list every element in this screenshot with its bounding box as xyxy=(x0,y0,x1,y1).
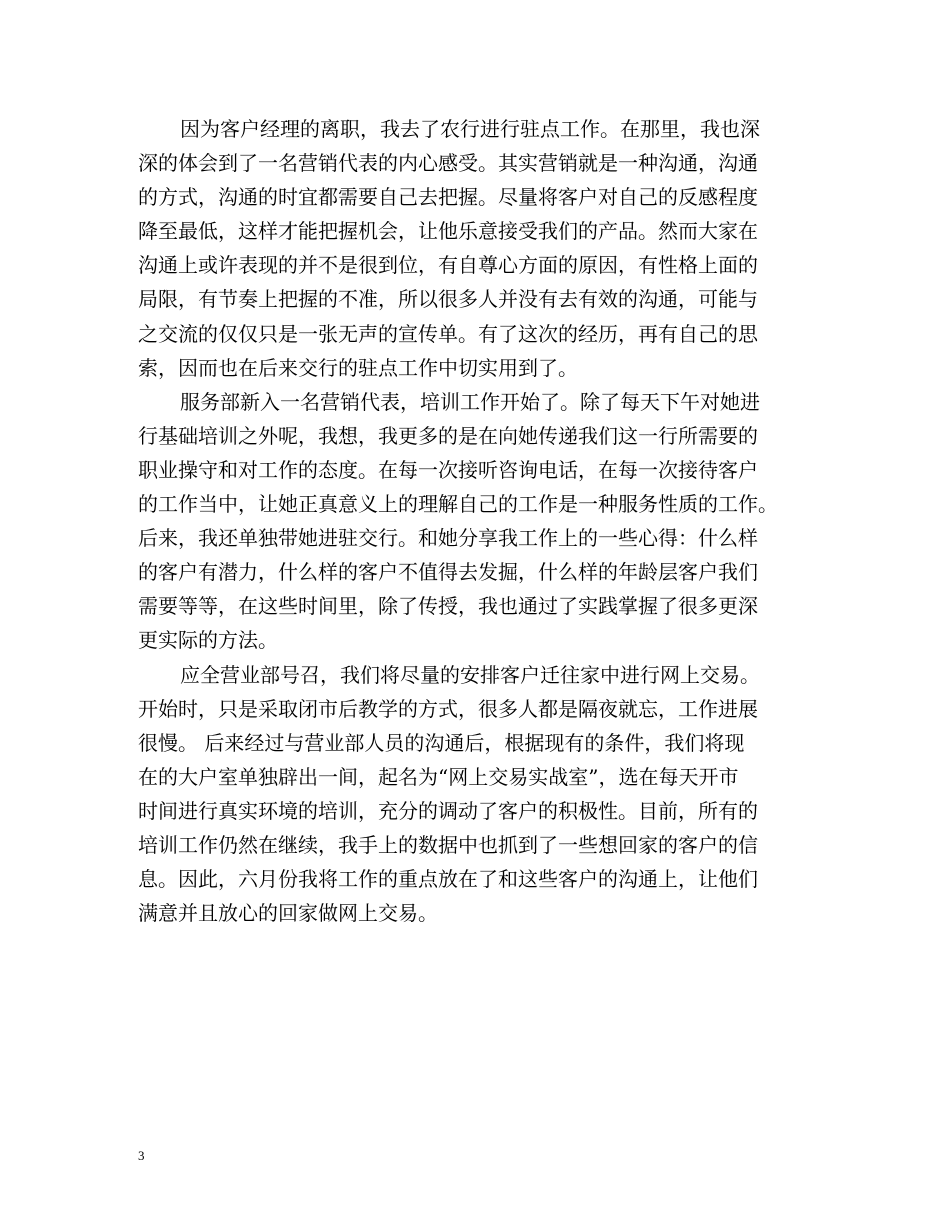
body-text xyxy=(138,112,818,930)
text-line: 时间进行真实环境的培训，充分的调动了客户的积极性。目前，所有的 xyxy=(138,798,758,823)
text-line: 深的体会到了一名营销代表的内心感受。其实营销就是一种沟通，沟通 xyxy=(138,151,758,176)
text-line: 行基础培训之外呢，我想，我更多的是在向她传递我们这一行所需要的 xyxy=(138,423,758,448)
text-line: 的工作当中，让她正真意义上的理解自己的工作是一种服务性质的工作。 xyxy=(138,492,778,517)
text-line: 很慢。 后来经过与营业部人员的沟通后，根据现有的条件，我们将现 xyxy=(138,730,745,755)
text-line: 局限，有节奏上把握的不准，所以很多人并没有去有效的沟通，可能与 xyxy=(138,287,758,312)
paragraph-1 xyxy=(138,112,818,385)
text-line: 职业操守和对工作的态度。在每一次接听咨询电话，在每一次接待客户 xyxy=(138,457,758,482)
text-line: 之交流的仅仅只是一张无声的宣传单。有了这次的经历，再有自己的思 xyxy=(138,321,758,346)
text-line: 息。因此，六月份我将工作的重点放在了和这些客户的沟通上，让他们 xyxy=(138,867,758,892)
text-line: 的客户有潜力，什么样的客户不值得去发掘，什么样的年龄层客户我们 xyxy=(138,560,758,585)
paragraph-2 xyxy=(138,385,818,658)
text-line: 需要等等，在这些时间里，除了传授，我也通过了实践掌握了很多更深 xyxy=(138,594,758,619)
text-line: 更实际的方法。 xyxy=(138,628,278,653)
text-line: 在的大户室单独辟出一间，起名为“网上交易实战室”，选在每天开市 xyxy=(138,764,739,789)
text-line: 满意并且放心的回家做网上交易。 xyxy=(138,901,438,926)
text-line: 因为客户经理的离职，我去了农行进行驻点工作。在那里，我也深 xyxy=(180,117,760,141)
text-line: 的方式，沟通的时宜都需要自己去把握。尽量将客户对自己的反感程度 xyxy=(138,185,758,210)
text-line: 服务部新入一名营销代表，培训工作开始了。除了每天下午对她进 xyxy=(180,389,760,414)
text-line: 沟通上或许表现的并不是很到位，有自尊心方面的原因，有性格上面的 xyxy=(138,253,758,278)
text-line: 应全营业部号召，我们将尽量的安排客户迁往家中进行网上交易。 xyxy=(180,662,760,687)
paragraph-3 xyxy=(138,658,818,931)
page-number: 3 xyxy=(138,1148,145,1163)
text-line: 索，因而也在后来交行的驻点工作中切实用到了。 xyxy=(138,355,578,380)
text-line: 开始时，只是采取闭市后教学的方式，很多人都是隔夜就忘，工作进展 xyxy=(138,696,758,721)
text-line: 后来，我还单独带她进驻交行。和她分享我工作上的一些心得：什么样 xyxy=(138,526,758,551)
text-line: 培训工作仍然在继续，我手上的数据中也抓到了一些想回家的客户的信 xyxy=(138,832,758,857)
text-line: 降至最低，这样才能把握机会，让他乐意接受我们的产品。然而大家在 xyxy=(138,219,758,244)
